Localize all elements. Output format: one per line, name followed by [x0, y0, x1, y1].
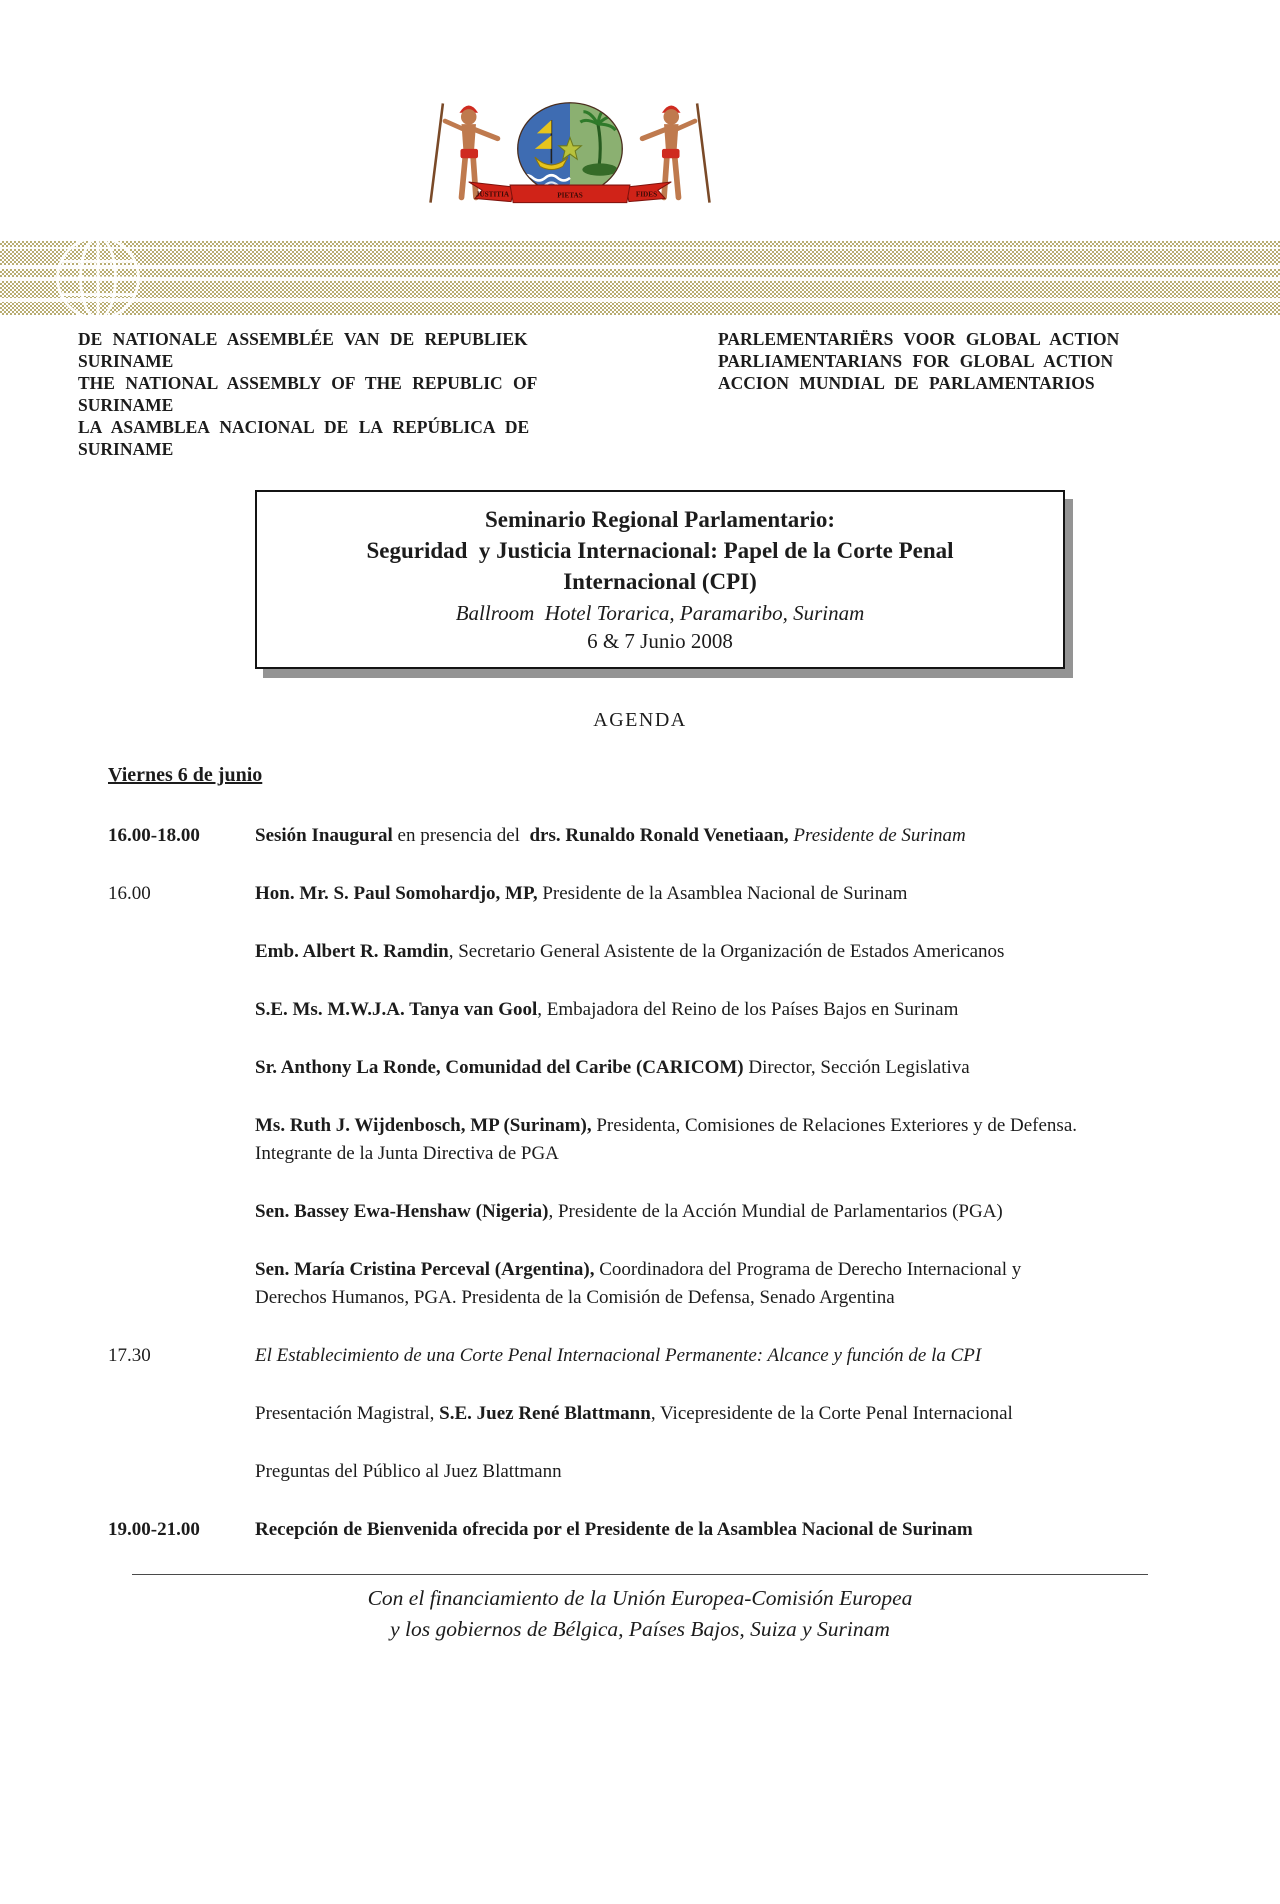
agenda-row — [108, 880, 1220, 908]
band-stripe — [0, 247, 1280, 249]
document-page — [0, 95, 1280, 1645]
agenda-entry-segment: , Presidente de la Acción Mundial de Parlamentarios (PGA) — [548, 1201, 1003, 1222]
motto-word: JUSTITIA — [475, 190, 510, 199]
agenda-time: 16.00 — [108, 883, 151, 904]
agenda-entry-segment: Sen. Bassey Ewa-Henshaw (Nigeria) — [255, 1201, 549, 1222]
agenda-heading: AGENDA — [593, 709, 687, 731]
agenda-entry-segment: Presidente de Surinam — [793, 825, 966, 846]
seminar-title-box — [255, 490, 1065, 669]
organization-header — [0, 328, 1280, 460]
agenda-row — [108, 938, 1220, 966]
band-stripe — [0, 277, 1280, 281]
funding-note — [0, 1583, 1280, 1645]
agenda-time: 19.00-21.00 — [108, 1519, 200, 1540]
agenda-row — [108, 1256, 1220, 1312]
agenda-entry — [255, 996, 1090, 1024]
agenda-entry-segment: Recepción de Bienvenida ofrecida por el Presidente de la Asamblea Nacional de Surinam — [255, 1519, 973, 1540]
agenda-entry-segment: S.E. Juez René Blattmann — [439, 1403, 651, 1424]
agenda-time — [108, 1054, 255, 1082]
agenda-time — [108, 1256, 255, 1312]
agenda-row — [108, 1516, 1220, 1544]
agenda-entry-segment: El Establecimiento de una Corte Penal Internacional Permanente: Alcance y función de la CPI — [255, 1345, 982, 1366]
band-stripe — [0, 298, 1280, 302]
agenda-time — [108, 1400, 255, 1428]
seminar-title-line2: Seguridad y Justicia Internacional: Papel de la Corte Penal — [366, 538, 954, 563]
agenda-entry — [255, 938, 1090, 966]
agenda-row — [108, 1198, 1220, 1226]
agenda-entry-segment: S.E. Ms. M.W.J.A. Tanya van Gool — [255, 999, 538, 1020]
agenda-entry-segment: Ms. Ruth J. Wijdenbosch, MP (Surinam), — [255, 1115, 592, 1136]
right-spear-icon — [697, 103, 709, 202]
agenda-time — [108, 1112, 255, 1168]
agenda-time — [108, 1198, 255, 1226]
agenda-time: 17.30 — [108, 1345, 151, 1366]
agenda-entry — [255, 822, 1090, 850]
agenda-entry-segment: drs. Runaldo Ronald Venetiaan, — [529, 825, 789, 846]
globe-icon — [52, 232, 144, 324]
agenda-entry-segment: , Vicepresidente de la Corte Penal Internacional — [650, 1403, 1013, 1424]
agenda-entry-segment: Presidente de la Asamblea Nacional de Surinam — [537, 883, 908, 904]
agenda-entry-segment: Presentación Magistral, — [255, 1403, 440, 1424]
agenda-entry — [255, 1342, 1090, 1370]
agenda-entry-segment: , Embajadora del Reino de los Países Bajos en Surinam — [537, 999, 959, 1020]
agenda-entry-segment: Sr. Anthony La Ronde, Comunidad del Caribe (CARICOM) — [255, 1057, 744, 1078]
agenda-entry — [255, 1516, 1090, 1544]
agenda-row — [108, 1400, 1220, 1428]
agenda-rows — [108, 822, 1220, 1544]
seminar-title-line3: Internacional (CPI) — [563, 569, 757, 594]
decorative-band — [0, 241, 1280, 315]
national-assembly-title: DE NATIONALE ASSEMBLÉE VAN DE REPUBLIEK SURINAME THE NATIONAL ASSEMBLY OF THE REPUBLIC OF SURINAME LA ASAMBLEA NACIONAL DE LA REPÚBLICA DE SURINAME — [78, 329, 538, 459]
seminar-venue: Ballroom Hotel Torarica, Paramaribo, Surinam — [455, 601, 865, 625]
agenda-row — [108, 1458, 1220, 1486]
footer-divider — [132, 1574, 1148, 1575]
motto-word: FIDES — [635, 190, 658, 199]
coat-of-arms-svg — [415, 95, 725, 209]
agenda-entry — [255, 1054, 1090, 1082]
funding-line2: y los gobiernos de Bélgica, Países Bajos, Suiza y Surinam — [390, 1617, 890, 1641]
agenda-time: 16.00-18.00 — [108, 825, 200, 846]
funding-line1: Con el financiamiento de la Unión Europea-Comisión Europea — [367, 1586, 913, 1610]
band-stripe — [0, 265, 1280, 269]
seminar-date: 6 & 7 Junio 2008 — [587, 629, 733, 653]
agenda-entry — [255, 1112, 1090, 1168]
suriname-coat-of-arms-icon — [415, 95, 725, 209]
agenda-row — [108, 996, 1220, 1024]
agenda-entry — [255, 1256, 1090, 1312]
agenda-entry-segment: Coordinadora del Programa de Derecho Internacional y Derechos Humanos, PGA. Presidenta de la Comisión de Defensa, Senado Argentina — [255, 1259, 1022, 1308]
pga-title: PARLEMENTARIËRS VOOR GLOBAL ACTION PARLIAMENTARIANS FOR GLOBAL ACTION ACCION MUNDIAL DE PARLAMENTARIOS — [718, 329, 1120, 393]
left-spear-icon — [431, 103, 443, 202]
shield-icon — [518, 103, 621, 194]
agenda-row — [108, 1112, 1220, 1168]
agenda-entry — [255, 1400, 1090, 1428]
motto-ribbon-icon — [469, 182, 672, 203]
agenda-time — [108, 996, 255, 1024]
agenda-entry-segment: Sen. María Cristina Perceval (Argentina), — [255, 1259, 595, 1280]
agenda-entry-segment: Preguntas del Público al Juez Blattmann — [255, 1461, 562, 1482]
agenda-entry-segment: Emb. Albert R. Ramdin — [255, 941, 449, 962]
agenda-entry-segment: Director, Sección Legislativa — [743, 1057, 970, 1078]
agenda-entry — [255, 1458, 1090, 1486]
agenda-entry-segment: Presidenta, Comisiones de Relaciones Exteriores y de Defensa. Integrante de la Junta Directiva de PGA — [255, 1115, 1078, 1164]
agenda-row — [108, 1342, 1220, 1370]
agenda-entry-segment: , Secretario General Asistente de la Organización de Estados Americanos — [448, 941, 1005, 962]
agenda-entry-segment: en presencia del — [392, 825, 530, 846]
day-heading: Viernes 6 de junio — [108, 764, 263, 786]
agenda-entry-segment: Hon. Mr. S. Paul Somohardjo, MP, — [255, 883, 538, 904]
seminar-title-line1: Seminario Regional Parlamentario: — [484, 507, 836, 532]
agenda-time — [108, 938, 255, 966]
agenda-time — [108, 1458, 255, 1486]
motto-word: PIETAS — [557, 191, 583, 200]
agenda-entry-segment: Sesión Inaugural — [255, 825, 393, 846]
agenda-entry — [255, 880, 1090, 908]
agenda-entry — [255, 1198, 1090, 1226]
agenda-row — [108, 1054, 1220, 1082]
agenda-row — [108, 822, 1220, 850]
